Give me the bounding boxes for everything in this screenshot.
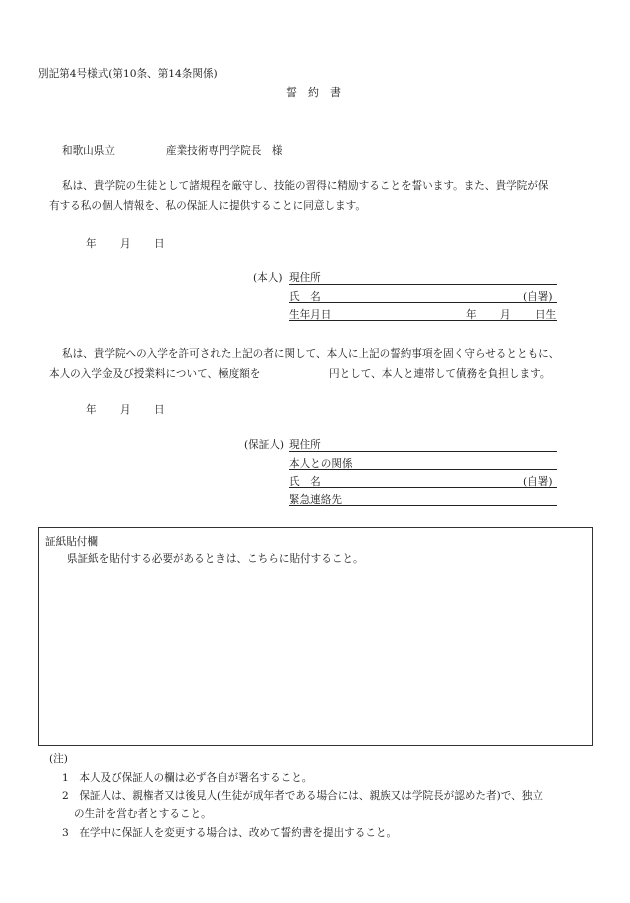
applicant-birth-month: 月 xyxy=(500,309,511,321)
guarantor-signature-note: (自署) xyxy=(523,476,553,488)
guarantor-statement-line-2b: 円として、本人と連帯して債務を負担します。 xyxy=(329,368,551,380)
applicant-role: (本人) xyxy=(253,272,283,284)
guarantor-name-label: 氏 名 xyxy=(289,476,321,488)
note-1: 1 本人及び保証人の欄は必ず各自が署名すること。 xyxy=(62,772,313,784)
guarantor-statement-line-2a: 本人の入学金及び授業料について、極度額を xyxy=(49,368,261,380)
guarantor-relation-label: 本人との関係 xyxy=(289,458,353,470)
guarantor-relation-line[interactable] xyxy=(289,469,557,470)
applicant-name-label: 氏 名 xyxy=(289,291,321,303)
note-2a: 2 保証人は、親権者又は後見人(生徒が成年者である場合には、親族又は学院長が認めた者)で、独立 xyxy=(62,790,543,802)
note-2b: の生計を営む者とすること。 xyxy=(74,808,212,820)
document-title: 誓 約 書 xyxy=(286,86,341,99)
stamp-box-title: 証紙貼付欄 xyxy=(45,536,98,548)
applicant-birth-line[interactable] xyxy=(289,320,557,321)
notes-heading: (注) xyxy=(49,753,68,765)
guarantor-statement-line-1: 私は、貴学院への入学を許可された上記の者に関して、本人に上記の誓約事項を固く守らせるとともに、 xyxy=(62,348,560,360)
applicant-name-line[interactable] xyxy=(289,302,557,303)
stamp-box-instruction: 県証紙を貼付する必要があるときは、こちらに貼付すること。 xyxy=(67,553,364,565)
date-year-label: 年 xyxy=(86,238,97,250)
guarantor-name-line[interactable] xyxy=(289,487,557,488)
applicant-address-label: 現住所 xyxy=(289,272,321,284)
guarantor-address-line[interactable] xyxy=(289,451,557,452)
applicant-birth-year: 年 xyxy=(466,309,477,321)
applicant-signature-note: (自署) xyxy=(523,291,553,303)
date2-month-label: 月 xyxy=(120,404,131,416)
applicant-address-line[interactable] xyxy=(289,284,557,285)
guarantor-emergency-line[interactable] xyxy=(289,505,557,506)
applicant-birth-label: 生年月日 xyxy=(289,309,332,321)
note-3: 3 在学中に保証人を変更する場合は、改めて誓約書を提出すること。 xyxy=(62,827,398,839)
form-number: 別記第4号様式(第10条、第14条関係) xyxy=(38,68,218,80)
guarantor-address-label: 現住所 xyxy=(289,439,321,451)
stamp-box xyxy=(38,527,593,746)
date2-day-label: 日 xyxy=(154,404,165,416)
pledge-line-1: 私は、貴学院の生徒として諸規程を厳守し、技能の習得に精励することを誓います。また、貴学院が保 xyxy=(62,180,549,192)
date2-year-label: 年 xyxy=(86,404,97,416)
pledge-line-2: 有する私の個人情報を、私の保証人に提供することに同意します。 xyxy=(49,200,366,212)
addressee-school-head: 産業技術専門学院長 様 xyxy=(166,145,283,157)
date-day-label: 日 xyxy=(154,238,165,250)
guarantor-role: (保証人) xyxy=(244,439,285,451)
guarantor-emergency-label: 緊急連絡先 xyxy=(289,494,342,506)
applicant-birth-day: 日生 xyxy=(535,309,557,321)
date-month-label: 月 xyxy=(120,238,131,250)
addressee-prefecture: 和歌山県立 xyxy=(62,145,115,157)
